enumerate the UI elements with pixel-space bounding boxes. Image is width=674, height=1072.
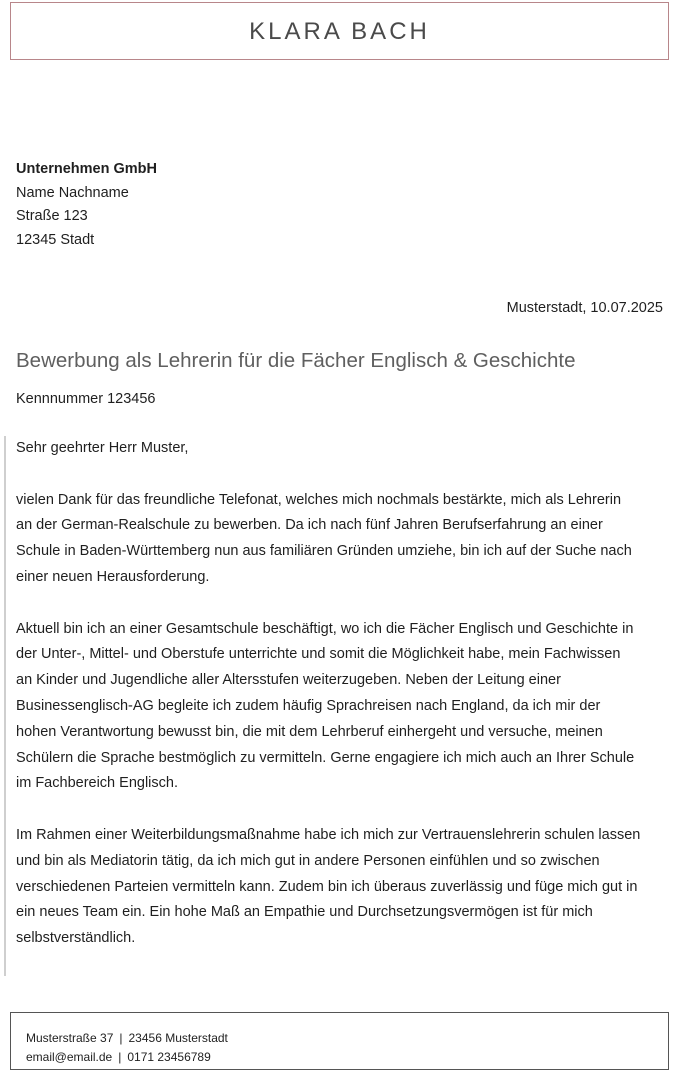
footer-phone: 0171 23456789 <box>127 1050 211 1064</box>
recipient-company: Unternehmen GmbH <box>16 161 157 177</box>
paragraph-line: und bin als Mediatorin tätig, da ich mich gut in andere Personen einfühlen und so zwischen <box>16 852 600 869</box>
letter-body <box>16 436 666 978</box>
letter-date: Musterstadt, 10.07.2025 <box>506 300 663 316</box>
footer-email[interactable]: email@email.de <box>26 1050 113 1064</box>
paragraph-line: Businessenglisch-AG begleite ich zudem häufig Sprachreisen nach England, da ich mir der <box>16 697 601 714</box>
footer-separator: | <box>118 1050 122 1064</box>
footer-separator: | <box>119 1031 123 1045</box>
letterhead <box>10 2 669 60</box>
footer-address-row <box>26 1029 668 1048</box>
paragraph-1 <box>16 488 666 591</box>
recipient-street: Straße 123 <box>16 208 88 224</box>
footer-contact <box>10 1012 669 1070</box>
paragraph-2 <box>16 617 666 798</box>
paragraph-line: im Fachbereich Englisch. <box>16 775 178 792</box>
recipient-contact: Name Nachname <box>16 184 129 201</box>
paragraph-3 <box>16 823 666 952</box>
paragraph-line: an der German-Realschule zu bewerben. Da ich nach fünf Jahren Berufserfahrung an einer <box>16 517 603 534</box>
paragraph-line: Schülern die Sprache bestmöglich zu vermitteln. Gerne engagiere ich mich auch an Ihrer Schule <box>16 749 635 766</box>
paragraph-line: vielen Dank für das freundliche Telefonat, welches mich nochmals bestärkte, mich als Lehrerin <box>16 491 622 508</box>
paragraph-line: hohen Verantwortung bewusst bin, die mit dem Lehrberuf einhergeht und versuche, meinen <box>16 723 603 740</box>
salutation: Sehr geehrter Herr Muster, <box>16 440 189 456</box>
recipient-city: 12345 Stadt <box>16 231 95 248</box>
paragraph-line: Aktuell bin ich an einer Gesamtschule beschäftigt, wo ich die Fächer Englisch und Geschichte in <box>16 620 634 637</box>
paragraph-line: selbstverständlich. <box>16 930 136 947</box>
paragraph-line: an Kinder und Jugendliche aller Altersstufen weiterzugeben. Neben der Leitung einer <box>16 672 561 689</box>
footer-city: 23456 Musterstadt <box>128 1031 228 1045</box>
recipient-address <box>16 158 157 252</box>
sender-name: KLARA BACH <box>249 18 430 45</box>
footer-contact-row <box>26 1048 668 1067</box>
body-margin-rule <box>4 436 6 976</box>
paragraph-line: verschiedenen Parteien vermitteln kann. Zudem bin ich überaus zuverlässig und füge mich gut in <box>16 878 638 895</box>
paragraph-line: Im Rahmen einer Weiterbildungsmaßnahme habe ich mich zur Vertrauenslehrerin schulen lassen <box>16 826 641 843</box>
reference-number: Kennnummer 123456 <box>16 391 156 407</box>
paragraph-line: ein neues Team ein. Ein hohe Maß an Empathie und Durchsetzungsvermögen ist für mich <box>16 904 593 921</box>
paragraph-line: einer neuen Herausforderung. <box>16 568 210 585</box>
letter-subject: Bewerbung als Lehrerin für die Fächer Englisch & Geschichte <box>16 349 576 372</box>
paragraph-line: der Unter-, Mittel- und Oberstufe unterrichte und somit die Möglichkeit habe, mein Fachwissen <box>16 646 621 663</box>
paragraph-line: Schule in Baden-Württemberg nun aus familiären Gründen umziehe, bin ich auf der Suche nach <box>16 543 632 560</box>
footer-street: Musterstraße 37 <box>26 1031 114 1045</box>
